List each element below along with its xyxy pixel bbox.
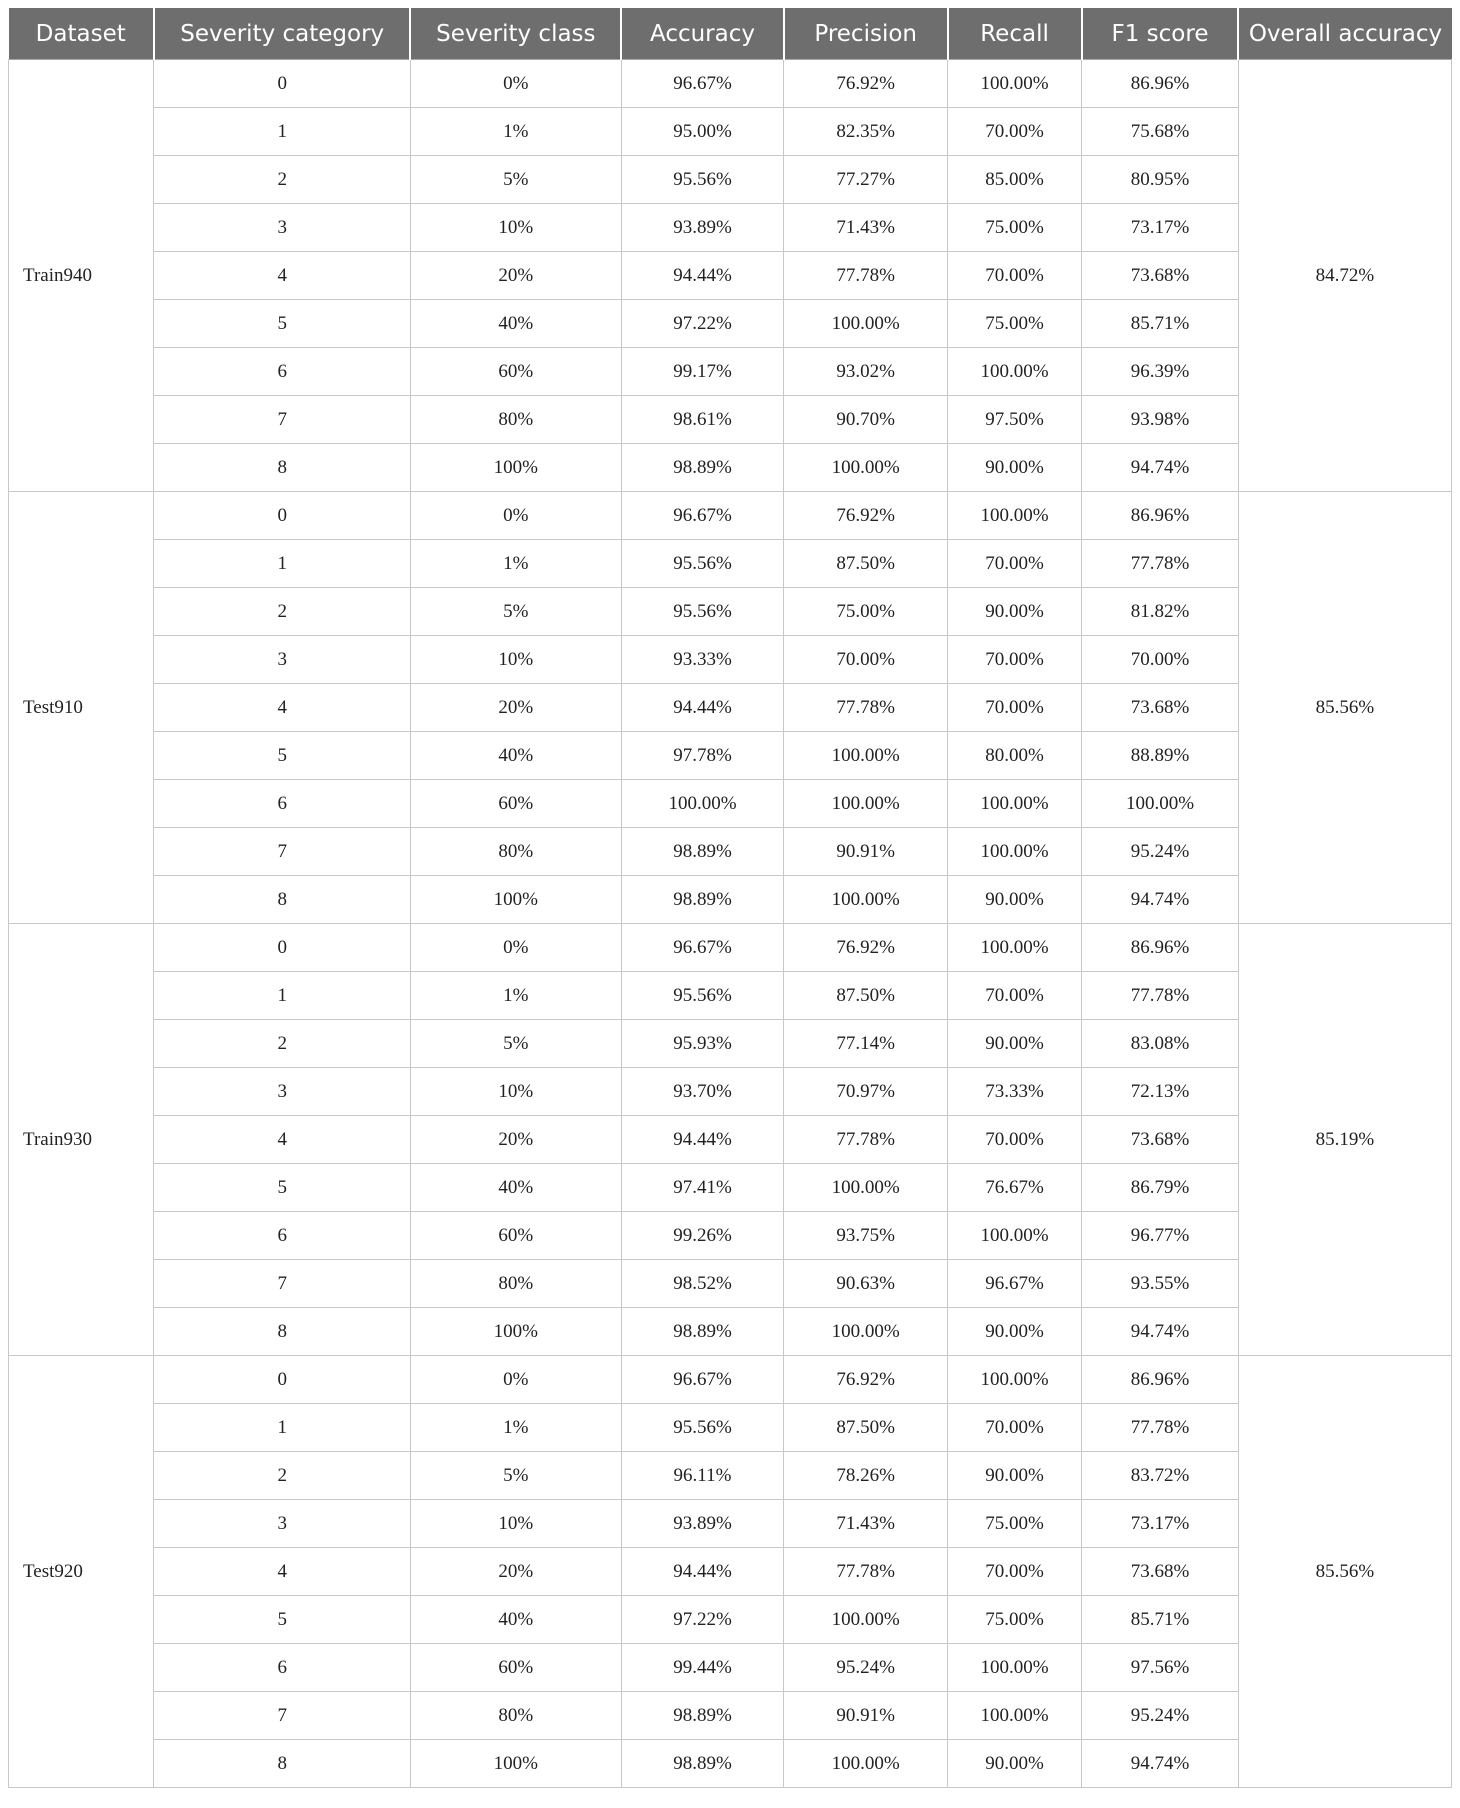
cell-precision: 100.00%: [784, 1164, 948, 1212]
cell-recall: 100.00%: [948, 828, 1082, 876]
cell-recall: 70.00%: [948, 1548, 1082, 1596]
cell-accuracy: 95.00%: [621, 108, 784, 156]
cell-severity-class: 5%: [410, 1452, 621, 1500]
cell-precision: 90.91%: [784, 828, 948, 876]
cell-precision: 82.35%: [784, 108, 948, 156]
cell-f1-score: 81.82%: [1082, 588, 1239, 636]
cell-f1-score: 95.24%: [1082, 1692, 1239, 1740]
cell-severity-category: 8: [154, 1740, 411, 1788]
cell-accuracy: 93.89%: [621, 204, 784, 252]
cell-severity-category: 5: [154, 1596, 411, 1644]
cell-recall: 100.00%: [948, 60, 1082, 108]
cell-severity-category: 2: [154, 1452, 411, 1500]
cell-dataset: Test910: [9, 492, 154, 924]
table-row: [9, 60, 1452, 108]
cell-recall: 90.00%: [948, 588, 1082, 636]
cell-dataset: Train930: [9, 924, 154, 1356]
cell-severity-class: 0%: [410, 1356, 621, 1404]
cell-recall: 75.00%: [948, 1596, 1082, 1644]
cell-accuracy: 98.89%: [621, 444, 784, 492]
cell-severity-class: 40%: [410, 1164, 621, 1212]
table-row: [9, 732, 1452, 780]
cell-recall: 70.00%: [948, 636, 1082, 684]
cell-f1-score: 73.68%: [1082, 1548, 1239, 1596]
header-accuracy: Accuracy: [621, 8, 784, 60]
cell-accuracy: 97.78%: [621, 732, 784, 780]
cell-recall: 70.00%: [948, 684, 1082, 732]
header-recall: Recall: [948, 8, 1082, 60]
cell-severity-class: 5%: [410, 588, 621, 636]
cell-f1-score: 94.74%: [1082, 1308, 1239, 1356]
cell-severity-class: 100%: [410, 1308, 621, 1356]
cell-severity-category: 7: [154, 1260, 411, 1308]
cell-recall: 90.00%: [948, 444, 1082, 492]
cell-accuracy: 99.17%: [621, 348, 784, 396]
cell-severity-class: 60%: [410, 1644, 621, 1692]
cell-severity-class: 80%: [410, 828, 621, 876]
table-row: [9, 1500, 1452, 1548]
cell-precision: 100.00%: [784, 300, 948, 348]
cell-precision: 76.92%: [784, 492, 948, 540]
cell-recall: 100.00%: [948, 780, 1082, 828]
cell-overall-accuracy: 84.72%: [1238, 60, 1451, 492]
cell-precision: 76.92%: [784, 924, 948, 972]
cell-f1-score: 96.77%: [1082, 1212, 1239, 1260]
cell-severity-class: 60%: [410, 348, 621, 396]
table-row: [9, 1260, 1452, 1308]
table-row: [9, 540, 1452, 588]
cell-precision: 100.00%: [784, 732, 948, 780]
results-table: [8, 8, 1452, 1788]
cell-f1-score: 70.00%: [1082, 636, 1239, 684]
cell-f1-score: 88.89%: [1082, 732, 1239, 780]
cell-overall-accuracy: 85.19%: [1238, 924, 1451, 1356]
cell-recall: 90.00%: [948, 1452, 1082, 1500]
table-row: [9, 588, 1452, 636]
table-row: [9, 492, 1452, 540]
cell-severity-category: 4: [154, 252, 411, 300]
cell-severity-category: 0: [154, 1356, 411, 1404]
cell-precision: 70.00%: [784, 636, 948, 684]
cell-accuracy: 97.22%: [621, 300, 784, 348]
cell-accuracy: 94.44%: [621, 684, 784, 732]
table-row: [9, 1644, 1452, 1692]
cell-severity-category: 7: [154, 1692, 411, 1740]
cell-accuracy: 97.41%: [621, 1164, 784, 1212]
cell-severity-category: 6: [154, 1212, 411, 1260]
cell-precision: 71.43%: [784, 204, 948, 252]
cell-accuracy: 96.67%: [621, 1356, 784, 1404]
cell-precision: 87.50%: [784, 972, 948, 1020]
cell-accuracy: 94.44%: [621, 1548, 784, 1596]
cell-precision: 90.63%: [784, 1260, 948, 1308]
cell-severity-category: 3: [154, 1068, 411, 1116]
cell-severity-class: 1%: [410, 540, 621, 588]
cell-precision: 77.78%: [784, 684, 948, 732]
cell-severity-category: 3: [154, 1500, 411, 1548]
cell-precision: 93.02%: [784, 348, 948, 396]
cell-severity-category: 1: [154, 540, 411, 588]
cell-severity-class: 0%: [410, 60, 621, 108]
cell-precision: 77.14%: [784, 1020, 948, 1068]
cell-recall: 100.00%: [948, 348, 1082, 396]
cell-severity-category: 4: [154, 1548, 411, 1596]
cell-accuracy: 99.26%: [621, 1212, 784, 1260]
cell-severity-class: 10%: [410, 1068, 621, 1116]
cell-severity-category: 0: [154, 924, 411, 972]
cell-severity-category: 5: [154, 300, 411, 348]
cell-f1-score: 86.96%: [1082, 1356, 1239, 1404]
cell-severity-class: 80%: [410, 1692, 621, 1740]
table-row: [9, 1548, 1452, 1596]
cell-precision: 100.00%: [784, 1308, 948, 1356]
table-row: [9, 1740, 1452, 1788]
cell-severity-category: 1: [154, 1404, 411, 1452]
results-table-container: [8, 8, 1452, 1788]
cell-severity-class: 40%: [410, 1596, 621, 1644]
cell-f1-score: 80.95%: [1082, 156, 1239, 204]
table-row: [9, 156, 1452, 204]
cell-f1-score: 73.68%: [1082, 1116, 1239, 1164]
cell-f1-score: 73.17%: [1082, 1500, 1239, 1548]
table-row: [9, 1596, 1452, 1644]
cell-recall: 100.00%: [948, 1692, 1082, 1740]
cell-severity-category: 1: [154, 108, 411, 156]
cell-recall: 70.00%: [948, 972, 1082, 1020]
cell-f1-score: 77.78%: [1082, 972, 1239, 1020]
cell-accuracy: 98.61%: [621, 396, 784, 444]
table-row: [9, 972, 1452, 1020]
table-row: [9, 204, 1452, 252]
cell-severity-category: 3: [154, 204, 411, 252]
cell-severity-class: 10%: [410, 636, 621, 684]
table-row: [9, 1692, 1452, 1740]
cell-recall: 100.00%: [948, 1356, 1082, 1404]
table-row: [9, 636, 1452, 684]
cell-recall: 96.67%: [948, 1260, 1082, 1308]
cell-f1-score: 93.55%: [1082, 1260, 1239, 1308]
table-row: [9, 1404, 1452, 1452]
cell-severity-category: 4: [154, 1116, 411, 1164]
table-row: [9, 684, 1452, 732]
cell-accuracy: 95.56%: [621, 972, 784, 1020]
cell-precision: 78.26%: [784, 1452, 948, 1500]
cell-overall-accuracy: 85.56%: [1238, 1356, 1451, 1788]
table-row: [9, 1068, 1452, 1116]
cell-recall: 70.00%: [948, 1404, 1082, 1452]
cell-precision: 100.00%: [784, 876, 948, 924]
table-row: [9, 252, 1452, 300]
cell-f1-score: 86.96%: [1082, 60, 1239, 108]
cell-precision: 100.00%: [784, 1596, 948, 1644]
table-row: [9, 396, 1452, 444]
cell-f1-score: 86.96%: [1082, 492, 1239, 540]
cell-precision: 100.00%: [784, 444, 948, 492]
cell-accuracy: 96.11%: [621, 1452, 784, 1500]
cell-precision: 77.78%: [784, 1116, 948, 1164]
cell-precision: 76.92%: [784, 60, 948, 108]
cell-severity-category: 2: [154, 588, 411, 636]
cell-severity-class: 0%: [410, 492, 621, 540]
cell-recall: 85.00%: [948, 156, 1082, 204]
cell-severity-class: 5%: [410, 156, 621, 204]
cell-recall: 90.00%: [948, 1308, 1082, 1356]
cell-accuracy: 93.33%: [621, 636, 784, 684]
table-row: [9, 828, 1452, 876]
cell-recall: 70.00%: [948, 540, 1082, 588]
cell-accuracy: 95.93%: [621, 1020, 784, 1068]
cell-accuracy: 95.56%: [621, 1404, 784, 1452]
table-row: [9, 108, 1452, 156]
table-row: [9, 1020, 1452, 1068]
cell-f1-score: 83.72%: [1082, 1452, 1239, 1500]
table-row: [9, 1452, 1452, 1500]
cell-accuracy: 99.44%: [621, 1644, 784, 1692]
cell-severity-class: 100%: [410, 1740, 621, 1788]
cell-accuracy: 97.22%: [621, 1596, 784, 1644]
cell-severity-category: 5: [154, 1164, 411, 1212]
cell-recall: 90.00%: [948, 1740, 1082, 1788]
cell-severity-class: 10%: [410, 204, 621, 252]
cell-accuracy: 96.67%: [621, 60, 784, 108]
cell-severity-category: 7: [154, 828, 411, 876]
cell-precision: 90.70%: [784, 396, 948, 444]
cell-severity-category: 7: [154, 396, 411, 444]
cell-f1-score: 93.98%: [1082, 396, 1239, 444]
cell-severity-category: 8: [154, 1308, 411, 1356]
cell-severity-class: 20%: [410, 1548, 621, 1596]
cell-recall: 100.00%: [948, 1212, 1082, 1260]
cell-accuracy: 95.56%: [621, 588, 784, 636]
cell-severity-category: 8: [154, 444, 411, 492]
cell-severity-category: 8: [154, 876, 411, 924]
cell-severity-category: 2: [154, 1020, 411, 1068]
cell-recall: 100.00%: [948, 924, 1082, 972]
cell-recall: 80.00%: [948, 732, 1082, 780]
cell-f1-score: 100.00%: [1082, 780, 1239, 828]
cell-severity-class: 20%: [410, 1116, 621, 1164]
cell-severity-category: 6: [154, 1644, 411, 1692]
header-row: [9, 8, 1452, 60]
cell-precision: 77.78%: [784, 252, 948, 300]
table-row: [9, 1164, 1452, 1212]
cell-f1-score: 94.74%: [1082, 444, 1239, 492]
cell-accuracy: 100.00%: [621, 780, 784, 828]
cell-accuracy: 94.44%: [621, 252, 784, 300]
cell-severity-class: 1%: [410, 108, 621, 156]
cell-recall: 97.50%: [948, 396, 1082, 444]
cell-severity-category: 2: [154, 156, 411, 204]
header-precision: Precision: [784, 8, 948, 60]
cell-precision: 95.24%: [784, 1644, 948, 1692]
table-body: [9, 60, 1452, 1788]
cell-f1-score: 83.08%: [1082, 1020, 1239, 1068]
cell-accuracy: 98.89%: [621, 1740, 784, 1788]
cell-accuracy: 93.70%: [621, 1068, 784, 1116]
cell-accuracy: 98.89%: [621, 876, 784, 924]
cell-recall: 90.00%: [948, 876, 1082, 924]
cell-severity-class: 100%: [410, 876, 621, 924]
table-row: [9, 300, 1452, 348]
header-severity-category: Severity category: [154, 8, 411, 60]
cell-dataset: Test920: [9, 1356, 154, 1788]
cell-f1-score: 94.74%: [1082, 876, 1239, 924]
cell-f1-score: 97.56%: [1082, 1644, 1239, 1692]
cell-overall-accuracy: 85.56%: [1238, 492, 1451, 924]
cell-f1-score: 85.71%: [1082, 300, 1239, 348]
cell-dataset: Train940: [9, 60, 154, 492]
cell-f1-score: 75.68%: [1082, 108, 1239, 156]
cell-severity-class: 0%: [410, 924, 621, 972]
cell-recall: 100.00%: [948, 1644, 1082, 1692]
cell-severity-class: 60%: [410, 1212, 621, 1260]
cell-accuracy: 98.89%: [621, 1308, 784, 1356]
table-row: [9, 1212, 1452, 1260]
cell-severity-class: 40%: [410, 300, 621, 348]
cell-f1-score: 77.78%: [1082, 1404, 1239, 1452]
cell-severity-category: 0: [154, 60, 411, 108]
header-dataset: Dataset: [9, 8, 154, 60]
cell-f1-score: 96.39%: [1082, 348, 1239, 396]
cell-f1-score: 85.71%: [1082, 1596, 1239, 1644]
cell-recall: 100.00%: [948, 492, 1082, 540]
cell-accuracy: 98.89%: [621, 828, 784, 876]
cell-accuracy: 94.44%: [621, 1116, 784, 1164]
cell-f1-score: 73.17%: [1082, 204, 1239, 252]
cell-severity-class: 80%: [410, 1260, 621, 1308]
table-row: [9, 348, 1452, 396]
cell-f1-score: 94.74%: [1082, 1740, 1239, 1788]
cell-accuracy: 95.56%: [621, 540, 784, 588]
cell-severity-category: 1: [154, 972, 411, 1020]
cell-f1-score: 77.78%: [1082, 540, 1239, 588]
cell-severity-class: 60%: [410, 780, 621, 828]
cell-severity-class: 20%: [410, 684, 621, 732]
table-row: [9, 924, 1452, 972]
cell-severity-category: 6: [154, 348, 411, 396]
table-row: [9, 1116, 1452, 1164]
header-f1-score: F1 score: [1082, 8, 1239, 60]
cell-f1-score: 86.79%: [1082, 1164, 1239, 1212]
cell-severity-class: 40%: [410, 732, 621, 780]
header-overall-accuracy: Overall accuracy: [1238, 8, 1451, 60]
table-row: [9, 780, 1452, 828]
cell-severity-class: 10%: [410, 1500, 621, 1548]
table-row: [9, 1308, 1452, 1356]
cell-accuracy: 95.56%: [621, 156, 784, 204]
header-severity-class: Severity class: [410, 8, 621, 60]
cell-severity-category: 5: [154, 732, 411, 780]
cell-precision: 93.75%: [784, 1212, 948, 1260]
cell-recall: 75.00%: [948, 204, 1082, 252]
cell-precision: 100.00%: [784, 780, 948, 828]
cell-severity-class: 20%: [410, 252, 621, 300]
cell-f1-score: 72.13%: [1082, 1068, 1239, 1116]
cell-severity-class: 5%: [410, 1020, 621, 1068]
cell-accuracy: 98.52%: [621, 1260, 784, 1308]
table-row: [9, 444, 1452, 492]
cell-recall: 90.00%: [948, 1020, 1082, 1068]
cell-precision: 87.50%: [784, 1404, 948, 1452]
table-row: [9, 1356, 1452, 1404]
cell-recall: 70.00%: [948, 1116, 1082, 1164]
cell-recall: 75.00%: [948, 300, 1082, 348]
cell-severity-category: 3: [154, 636, 411, 684]
table-row: [9, 876, 1452, 924]
cell-precision: 70.97%: [784, 1068, 948, 1116]
cell-severity-class: 1%: [410, 972, 621, 1020]
cell-accuracy: 98.89%: [621, 1692, 784, 1740]
cell-recall: 70.00%: [948, 252, 1082, 300]
cell-severity-class: 1%: [410, 1404, 621, 1452]
cell-precision: 100.00%: [784, 1740, 948, 1788]
cell-precision: 77.78%: [784, 1548, 948, 1596]
cell-precision: 71.43%: [784, 1500, 948, 1548]
cell-f1-score: 86.96%: [1082, 924, 1239, 972]
cell-recall: 76.67%: [948, 1164, 1082, 1212]
cell-f1-score: 95.24%: [1082, 828, 1239, 876]
cell-severity-class: 100%: [410, 444, 621, 492]
cell-f1-score: 73.68%: [1082, 252, 1239, 300]
cell-accuracy: 96.67%: [621, 492, 784, 540]
cell-precision: 90.91%: [784, 1692, 948, 1740]
cell-accuracy: 96.67%: [621, 924, 784, 972]
cell-severity-category: 6: [154, 780, 411, 828]
cell-precision: 77.27%: [784, 156, 948, 204]
cell-recall: 70.00%: [948, 108, 1082, 156]
cell-severity-category: 4: [154, 684, 411, 732]
cell-precision: 87.50%: [784, 540, 948, 588]
cell-severity-category: 0: [154, 492, 411, 540]
cell-recall: 73.33%: [948, 1068, 1082, 1116]
cell-precision: 76.92%: [784, 1356, 948, 1404]
cell-precision: 75.00%: [784, 588, 948, 636]
cell-severity-class: 80%: [410, 396, 621, 444]
cell-accuracy: 93.89%: [621, 1500, 784, 1548]
cell-recall: 75.00%: [948, 1500, 1082, 1548]
cell-f1-score: 73.68%: [1082, 684, 1239, 732]
